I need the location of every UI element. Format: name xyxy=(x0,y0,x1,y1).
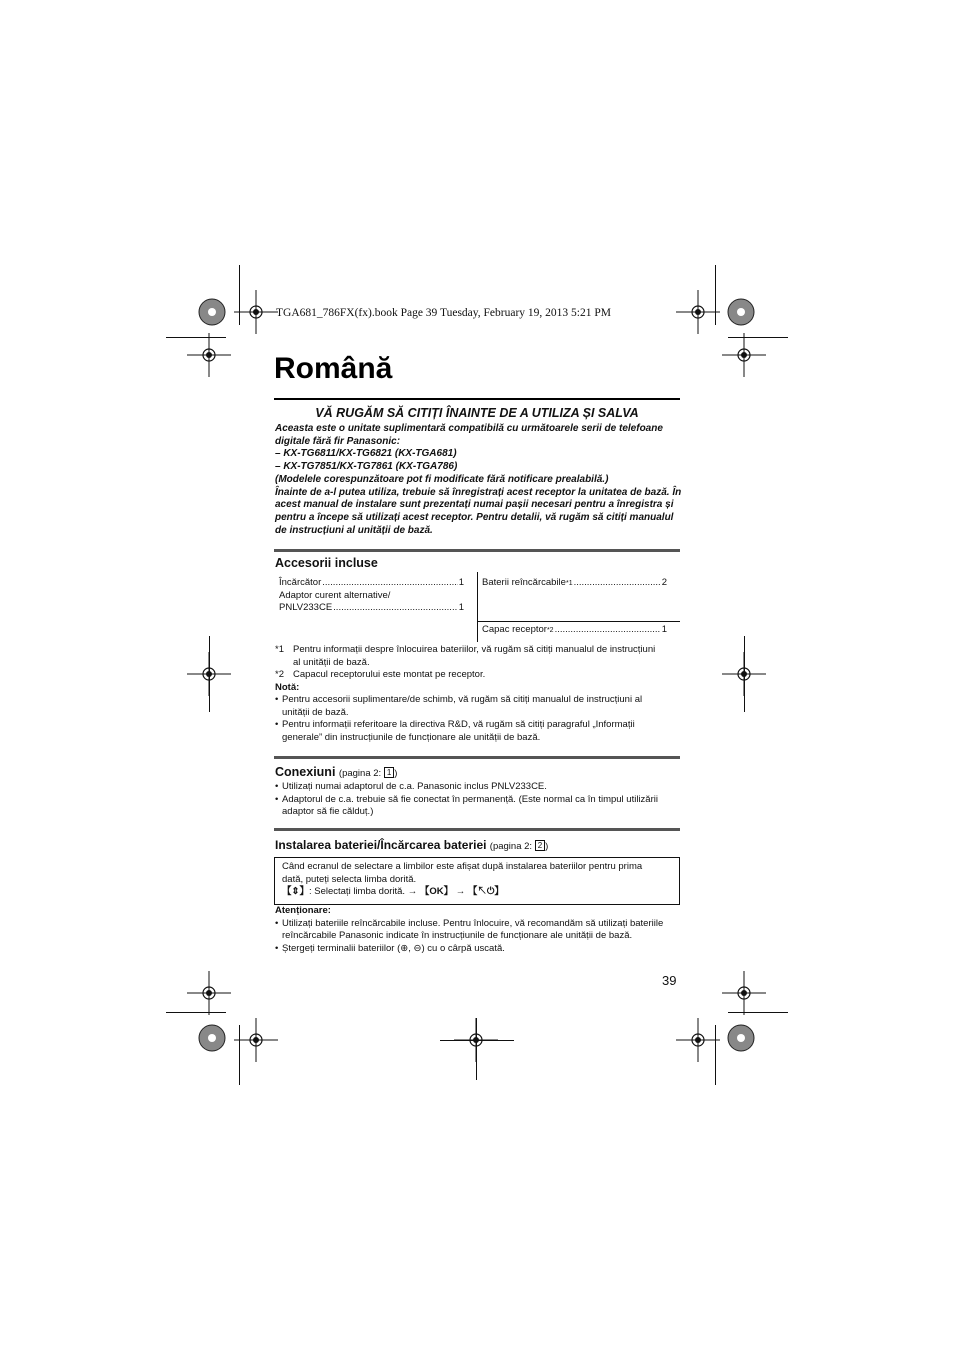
list-item: • Adaptorul de c.a. trebuie să fie conectat în permanență. (Este normal ca în timpul utilizării adaptor să fie călduț.) xyxy=(275,793,658,817)
accessory-name: Încărcător xyxy=(279,577,322,588)
accessories-left-column xyxy=(279,577,464,615)
accessory-qty: 1 xyxy=(458,577,464,588)
accessory-row xyxy=(279,602,464,615)
accessory-qty: 1 xyxy=(458,602,464,613)
list-item: • Ștergeți terminalii bateriilor (⊕, ⊖) cu o cârpă uscată. xyxy=(275,942,505,954)
intro-line: de instrucțiuni al unității de bază. xyxy=(275,524,433,536)
connections-list xyxy=(275,781,681,819)
intro-line: acest manual de instalare sunt prezentați numai pașii necesari pentru a înregistra și xyxy=(275,499,674,511)
accessories-right-top xyxy=(482,577,667,590)
section-divider xyxy=(274,549,680,552)
table-divider xyxy=(477,572,478,642)
list-item: • Utilizați bateriile reîncărcabile incluse. Pentru înlocuire, vă recomandăm să utilizați bateriile reîncărcabile Panasonic indicate în instrucțiunile de funcționare ale unității de bază. xyxy=(275,917,664,941)
accessory-row xyxy=(279,577,464,590)
box-text: Când ecranul de selectare a limbilor este afișat după instalarea bateriilor pentru prima xyxy=(282,861,643,872)
intro-line: digitale fără fir Panasonic: xyxy=(275,435,401,447)
table-divider xyxy=(477,621,680,622)
list-item: • Utilizați numai adaptorul de c.a. Panasonic inclus PNLV233CE. xyxy=(275,781,547,792)
ok-key: 【OK】 xyxy=(419,886,454,897)
accessories-table xyxy=(274,572,680,642)
footnote xyxy=(275,644,681,669)
title-divider xyxy=(274,398,680,400)
note-label: Notă: xyxy=(275,681,300,693)
footnote-text: al unității de bază. xyxy=(293,656,370,668)
box-text: dată, puteți selecta limba dorită. xyxy=(282,873,417,885)
accessory-qty: 2 xyxy=(661,577,667,588)
intro-line: Înainte de a-l putea utiliza, trebuie să înregistrați acest receptor la unitatea de bază. În xyxy=(275,486,682,498)
list-text: reîncărcabile Panasonic indicate în instrucțiunile de funcționare ale unității de bază. xyxy=(282,930,633,941)
accessories-notes xyxy=(275,644,681,744)
accessory-name: Capac receptor xyxy=(482,624,547,635)
footnote-text: Pentru informații despre înlocuirea bateriilor, vă rugăm să citiți manualul de instrucțiuni xyxy=(293,644,656,655)
figure-number: 2 xyxy=(535,840,545,851)
page-reference: (pagina 2: 1 ) xyxy=(338,768,398,779)
navigator-key: 【⇕】 xyxy=(282,886,309,897)
accessory-name: Baterii reîncărcabile xyxy=(482,577,566,588)
intro-heading: VĂ RUGĂM SĂ CITIȚI ÎNAINTE DE A UTILIZA ȘI SALVA xyxy=(315,406,639,420)
accessory-name: PNLV233CE xyxy=(279,602,333,613)
note-text: Pentru informații referitoare la directiva R&D, vă rugăm să citiți paragraful „Informații xyxy=(282,719,635,730)
accessories-right-bottom xyxy=(482,624,667,637)
page-title: Română xyxy=(274,352,393,385)
accessory-qty: 1 xyxy=(661,624,667,635)
section-divider xyxy=(274,828,680,831)
battery-title-text: Instalarea bateriei/Încărcarea bateriei xyxy=(275,838,487,852)
footnote-text: Capacul receptorului este montat pe receptor. xyxy=(293,669,486,680)
intro-line: (Modelele corespunzătoare pot fi modificate fără notificare prealabilă.) xyxy=(275,473,609,485)
footnote xyxy=(275,669,681,682)
list-text: Adaptorul de c.a. trebuie să fie conectat în permanență. (Este normal ca în timpul utilizării xyxy=(282,793,658,805)
accessory-row: Baterii reîncărcabile *1 ..... 2 xyxy=(482,577,667,590)
accessories-title: Accesorii incluse xyxy=(275,556,378,570)
note-text: Pentru accesorii suplimentare/de schimb, vă rugăm să citiți manualul de instrucțiuni al xyxy=(282,694,643,705)
intro-line: – KX-TG6811/KX-TG6821 (KX-TGA681) xyxy=(275,448,457,460)
caution-list xyxy=(275,905,681,955)
off-key: 【↖⏻】 xyxy=(467,886,504,897)
page-number: 39 xyxy=(662,973,677,988)
list-text: Utilizați bateriile reîncărcabile incluse. Pentru înlocuire, vă recomandăm să utilizați bateriile xyxy=(282,917,664,929)
intro-body xyxy=(275,423,681,537)
accessory-row: Capac receptor *2 ..... 1 xyxy=(482,624,667,637)
page-reference: (pagina 2: 2 ) xyxy=(489,841,549,852)
list-text: Ștergeți terminalii bateriilor (⊕, ⊖) cu o cârpă uscată. xyxy=(282,942,505,954)
connections-title-text: Conexiuni xyxy=(275,765,336,779)
intro-line: – KX-TG7851/KX-TG7861 (KX-TGA786) xyxy=(275,461,458,473)
caution-label: Atenționare: xyxy=(275,905,331,916)
footnote-key: *1 xyxy=(275,644,284,655)
note-item: • Pentru accesorii suplimentare/de schimb, vă rugăm să citiți manualul de instrucțiuni al unității de bază. xyxy=(275,694,643,718)
intro-line: pentru a începe să utilizați acest receptor. Pentru detalii, vă rugăm să citiți manualul xyxy=(275,511,674,523)
note-text: unității de bază. xyxy=(282,706,349,718)
footnote-key: *2 xyxy=(275,669,284,680)
language-selection-box xyxy=(274,857,680,905)
accessory-name-line: Adaptor curent alternative/ xyxy=(279,589,391,601)
book-header: TGA681_786FX(fx).book Page 39 Tuesday, February 19, 2013 5:21 PM xyxy=(276,307,611,319)
list-text: Utilizați numai adaptorul de c.a. Panasonic inclus PNLV233CE. xyxy=(282,781,547,792)
box-instruction: 【⇕】: Selectați limba dorită. → 【OK】 → 【↖⏻】 xyxy=(282,886,504,897)
intro-line: Aceasta este o unitate suplimentară compatibilă cu următoarele serii de telefoane xyxy=(275,423,663,434)
note-text: generale” din instrucțiunile de funcționare ale unității de bază. xyxy=(282,731,541,743)
note-item: • Pentru informații referitoare la directiva R&D, vă rugăm să citiți paragraful „Informații generale” din instrucțiunile de funcționare ale unității de bază. xyxy=(275,719,635,743)
list-text: adaptor să fie călduț.) xyxy=(282,806,374,817)
connections-title xyxy=(275,765,397,779)
section-divider xyxy=(274,756,680,759)
battery-title xyxy=(275,838,548,852)
figure-number: 1 xyxy=(384,767,394,778)
